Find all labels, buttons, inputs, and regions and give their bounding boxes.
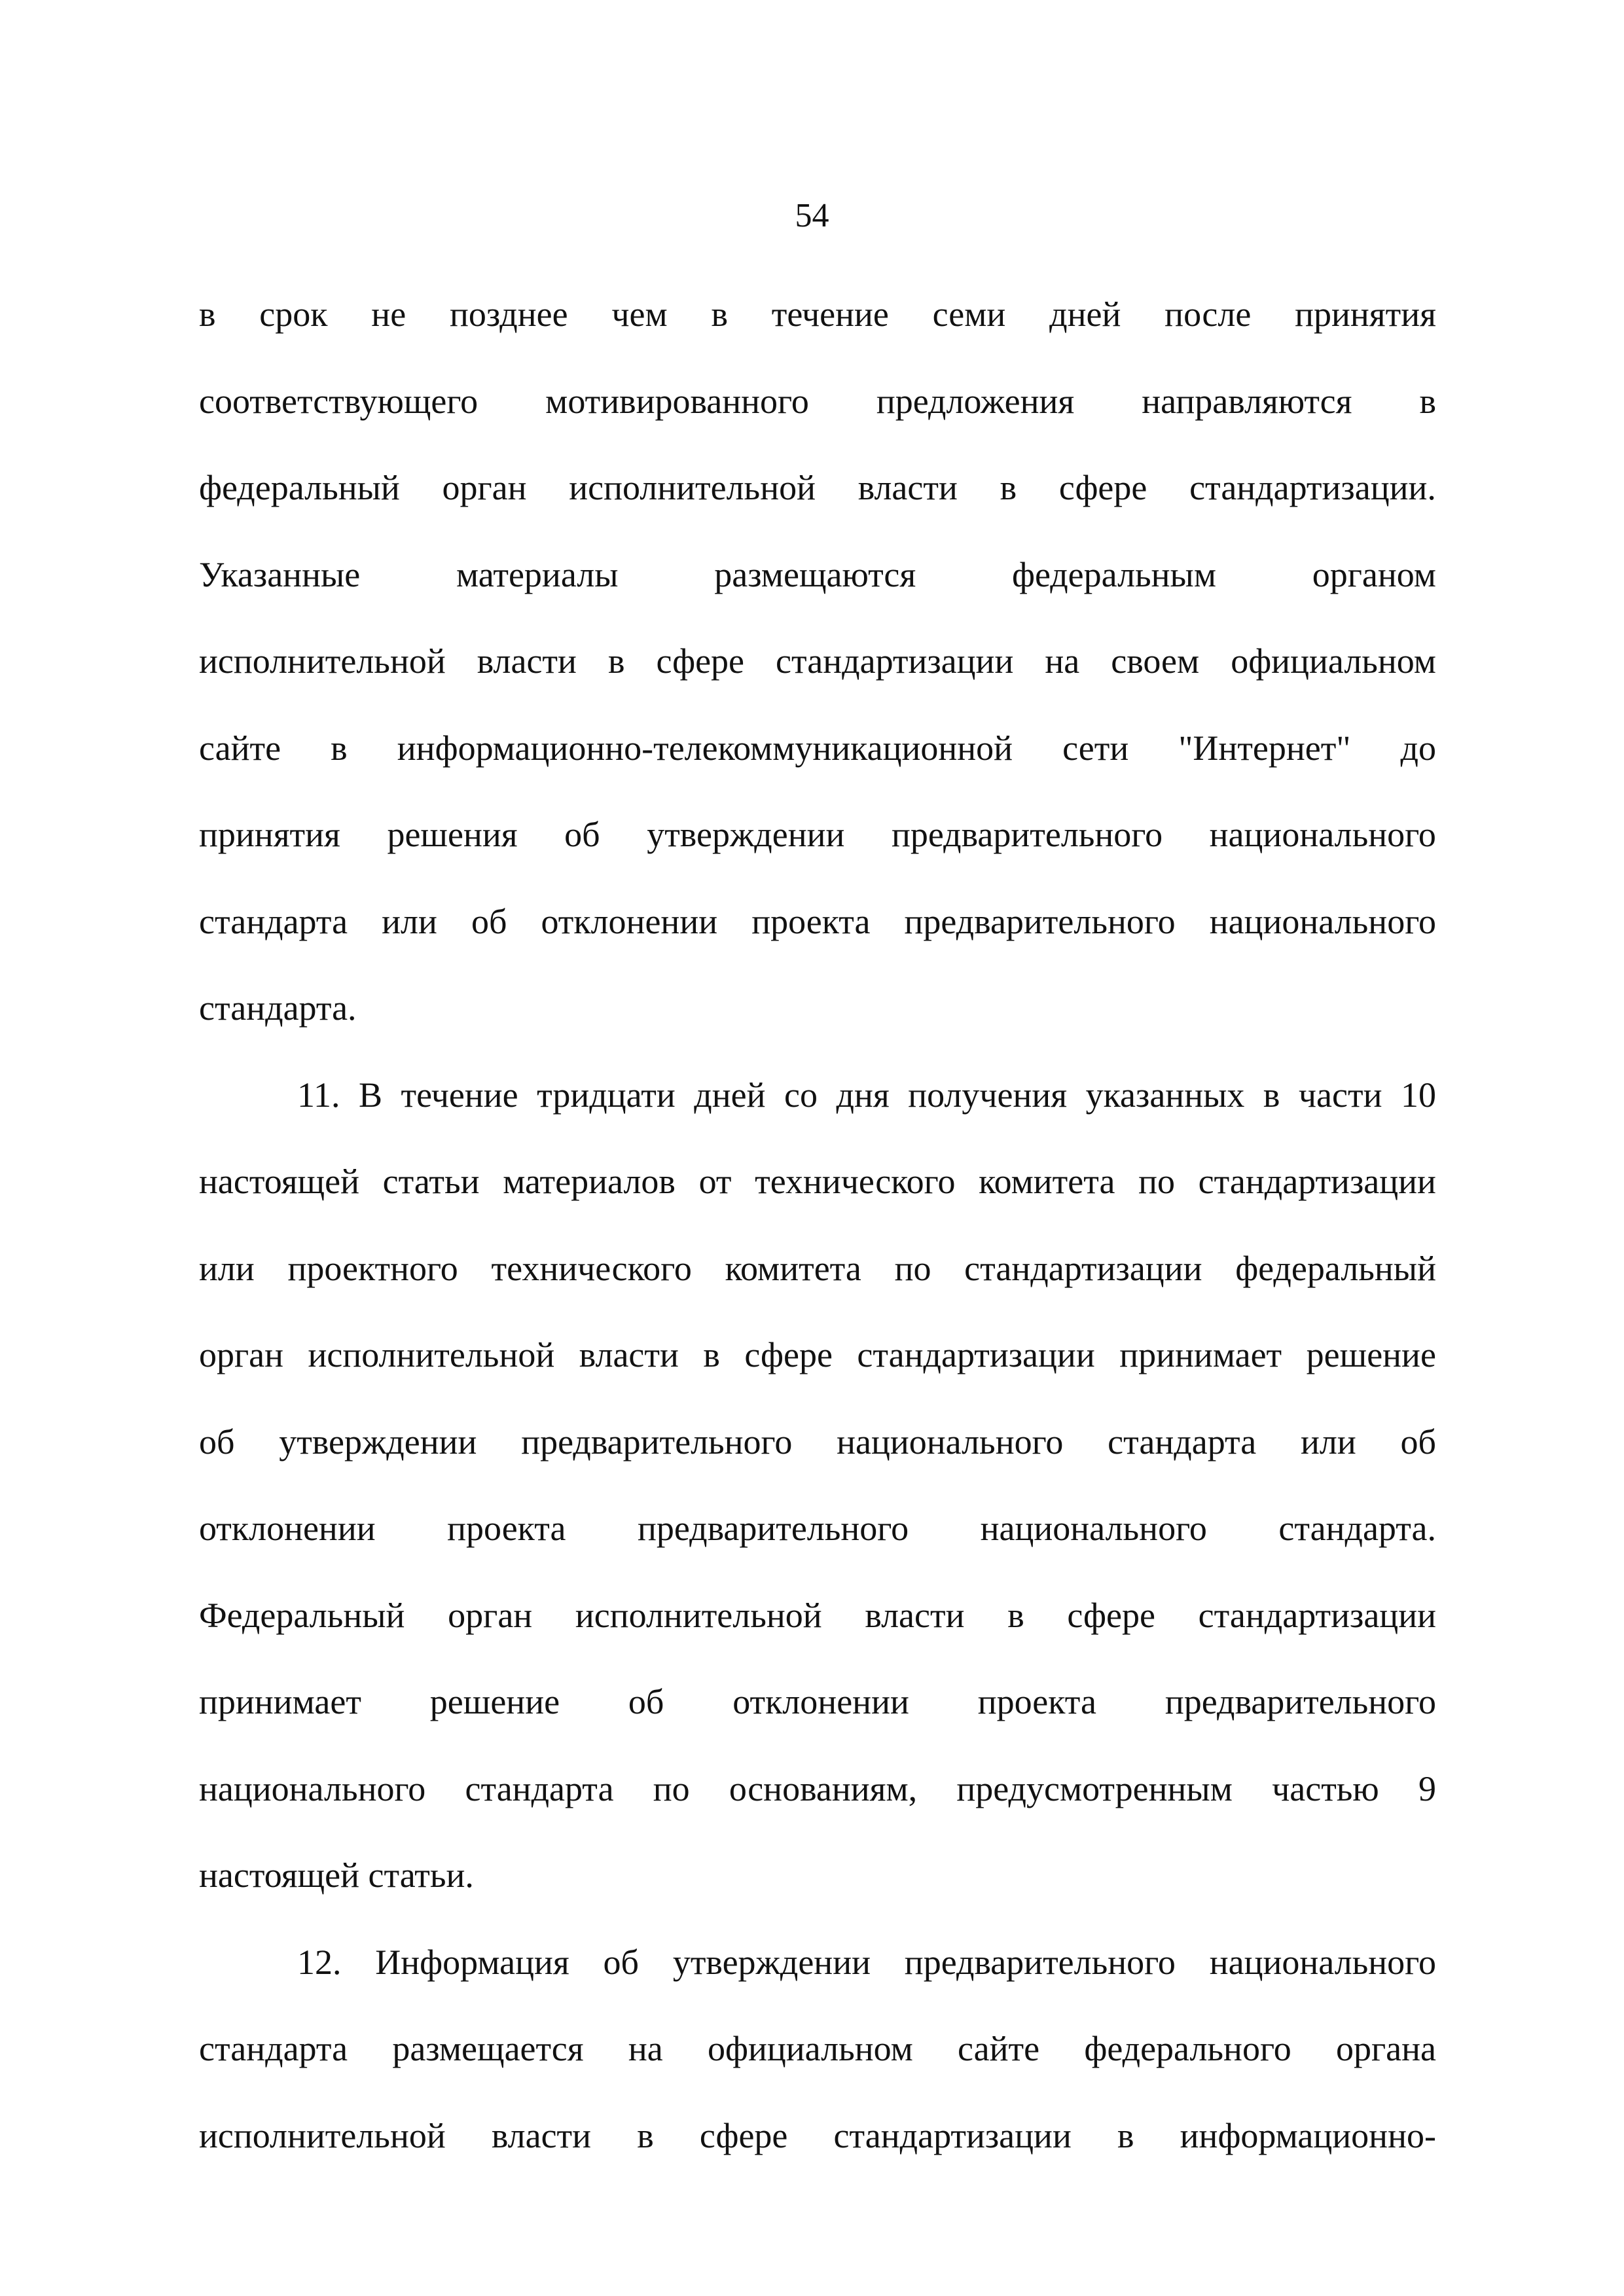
text-line xyxy=(199,892,1436,979)
text-line xyxy=(199,458,1436,545)
word: принятия xyxy=(1295,295,1436,334)
word: отклонении xyxy=(199,1509,376,1548)
word: исполнительной xyxy=(199,641,446,681)
word: настоящей xyxy=(199,1162,359,1201)
word: орган xyxy=(442,468,527,507)
word: об xyxy=(603,1942,640,1982)
word: об xyxy=(1400,1422,1436,1462)
word: орган xyxy=(448,1595,533,1635)
word: мотивированного xyxy=(545,381,809,421)
word: об xyxy=(564,815,600,854)
word: технического xyxy=(755,1162,956,1201)
word: отклонении xyxy=(541,901,718,941)
text-line xyxy=(199,2106,1436,2193)
word: семи xyxy=(932,295,1006,334)
word: орган xyxy=(199,1335,284,1374)
word: получения xyxy=(908,1075,1068,1115)
word: об xyxy=(199,1422,235,1462)
text-line xyxy=(199,1325,1436,1412)
text-line xyxy=(199,1066,1436,1153)
word: частью xyxy=(1272,1768,1379,1808)
word: 11. xyxy=(297,1075,340,1115)
word: в xyxy=(1117,2115,1134,2155)
word: стандарта xyxy=(1108,1422,1257,1462)
word: информационно- xyxy=(1180,2115,1436,2155)
word: стандартизации xyxy=(1198,1595,1436,1635)
word: информационно-телекоммуникационной xyxy=(397,728,1013,768)
body-text xyxy=(199,285,1436,2193)
word: стандартизации xyxy=(857,1335,1095,1374)
word: федеральный xyxy=(1235,1248,1436,1288)
text-line xyxy=(199,545,1436,632)
text-line xyxy=(199,978,1436,1066)
word: сети xyxy=(1062,728,1129,768)
word: "Интернет" xyxy=(1178,728,1351,768)
text-line xyxy=(199,719,1436,806)
word: стандарта xyxy=(199,901,348,941)
word: утверждении xyxy=(279,1422,477,1462)
word: материалы xyxy=(456,554,619,594)
word: после xyxy=(1164,295,1252,334)
word: 10 xyxy=(1400,1075,1436,1115)
word: власти xyxy=(491,2115,592,2155)
text-line xyxy=(199,1846,1436,1933)
text-line xyxy=(199,1759,1436,1846)
text-line xyxy=(199,632,1436,719)
word: национального xyxy=(1209,1942,1436,1982)
word: комитета xyxy=(979,1162,1115,1201)
word: чем xyxy=(611,295,668,334)
word: национального xyxy=(199,1768,426,1808)
word: Федеральный xyxy=(199,1595,405,1635)
word: официальном xyxy=(1231,641,1436,681)
word: стандартизации. xyxy=(1189,468,1436,507)
word: технического xyxy=(491,1248,692,1288)
word: настоящей xyxy=(199,1856,359,1895)
word: власти xyxy=(477,641,577,681)
text-line xyxy=(199,1152,1436,1239)
word: национального xyxy=(980,1509,1207,1548)
word: течение xyxy=(401,1075,518,1115)
word: отклонении xyxy=(732,1682,909,1721)
text-line xyxy=(199,1586,1436,1673)
word: решения xyxy=(387,815,518,854)
word: в xyxy=(637,2115,654,2155)
word: утверждении xyxy=(672,1942,871,1982)
word: размещаются xyxy=(714,554,916,594)
word: по xyxy=(1138,1162,1175,1201)
word: предварительного xyxy=(904,1942,1176,1982)
word: национального xyxy=(837,1422,1064,1462)
word: стандарта xyxy=(199,2029,348,2068)
word: или xyxy=(382,901,437,941)
word: предварительного xyxy=(891,815,1163,854)
word: течение xyxy=(771,295,889,334)
word: комитета xyxy=(725,1248,861,1288)
word: тридцати xyxy=(537,1075,676,1115)
word: национального xyxy=(1209,901,1436,941)
text-line xyxy=(199,1412,1436,1499)
text-line xyxy=(199,805,1436,892)
word: стандартизации xyxy=(1198,1162,1436,1201)
word: сфере xyxy=(1058,468,1147,507)
word: стандарта. xyxy=(199,988,357,1028)
word: направляются xyxy=(1142,381,1352,421)
word: основаниям, xyxy=(729,1768,918,1808)
word: позднее xyxy=(449,295,568,334)
word: решение xyxy=(1306,1335,1436,1374)
text-line xyxy=(199,1239,1436,1326)
word: сайте xyxy=(199,728,281,768)
word: сфере xyxy=(699,2115,788,2155)
word: дней xyxy=(694,1075,766,1115)
word: стандартизации xyxy=(833,2115,1072,2155)
word: об xyxy=(471,901,507,941)
word: или xyxy=(199,1248,255,1288)
text-line xyxy=(199,2019,1436,2106)
word: со xyxy=(784,1075,818,1115)
word: решение xyxy=(429,1682,560,1721)
word: национального xyxy=(1209,815,1436,854)
word: сайте xyxy=(958,2029,1040,2068)
word: принимает xyxy=(199,1682,361,1721)
word: органа xyxy=(1336,2029,1436,2068)
word: Информация xyxy=(375,1942,569,1982)
word: 12. xyxy=(297,1942,342,1982)
word: федеральный xyxy=(199,468,400,507)
word: проектного xyxy=(287,1248,458,1288)
word: стандартизации xyxy=(776,641,1014,681)
word: органом xyxy=(1312,554,1436,594)
word: до xyxy=(1400,728,1436,768)
word: дня xyxy=(836,1075,890,1115)
word: в xyxy=(1419,381,1436,421)
word: от xyxy=(698,1162,732,1201)
word: федеральным xyxy=(1011,554,1217,594)
word: исполнительной xyxy=(569,468,816,507)
word: 9 xyxy=(1418,1768,1436,1808)
word: сфере xyxy=(1067,1595,1155,1635)
word: дней xyxy=(1049,295,1121,334)
word: Указанные xyxy=(199,554,361,594)
word: материалов xyxy=(503,1162,676,1201)
text-line xyxy=(199,285,1436,372)
word: сфере xyxy=(656,641,745,681)
word: в xyxy=(703,1335,720,1374)
word: проекта xyxy=(751,901,871,941)
word: на xyxy=(628,2029,663,2068)
word: в xyxy=(1000,468,1017,507)
word: исполнительной xyxy=(199,2115,446,2155)
word: принятия xyxy=(199,815,340,854)
word: сфере xyxy=(744,1335,833,1374)
word: официальном xyxy=(708,2029,913,2068)
word: не xyxy=(371,295,406,334)
page-number: 54 xyxy=(795,197,829,234)
word: в xyxy=(331,728,348,768)
word: предварительного xyxy=(1164,1682,1436,1721)
word: по xyxy=(894,1248,931,1288)
word: статьи. xyxy=(368,1856,474,1895)
word: в xyxy=(711,295,728,334)
word: проекта xyxy=(977,1682,1096,1721)
text-line xyxy=(199,1933,1436,2020)
word: стандартизации xyxy=(964,1248,1202,1288)
word: в xyxy=(199,295,216,334)
word: соответствующего xyxy=(199,381,478,421)
word: проекта xyxy=(447,1509,566,1548)
word: власти xyxy=(857,468,958,507)
word: утверждении xyxy=(647,815,845,854)
word: власти xyxy=(579,1335,679,1374)
word: срок xyxy=(259,295,328,334)
word: или xyxy=(1300,1422,1356,1462)
word: в xyxy=(607,641,625,681)
word: на xyxy=(1045,641,1080,681)
text-line xyxy=(199,1672,1436,1759)
word: власти xyxy=(865,1595,965,1635)
word: принимает xyxy=(1119,1335,1282,1374)
word: предварительного xyxy=(521,1422,793,1462)
word: в xyxy=(1007,1595,1024,1635)
word: своем xyxy=(1111,641,1200,681)
word: предварительного xyxy=(904,901,1176,941)
word: исполнительной xyxy=(575,1595,822,1635)
word: по xyxy=(653,1768,690,1808)
word: федерального xyxy=(1084,2029,1291,2068)
word: размещается xyxy=(392,2029,584,2068)
word: указанных xyxy=(1085,1075,1245,1115)
text-line xyxy=(199,1499,1436,1586)
word: статьи xyxy=(382,1162,480,1201)
word: в xyxy=(1263,1075,1280,1115)
word: предварительного xyxy=(637,1509,909,1548)
word: В xyxy=(359,1075,383,1115)
word: стандарта. xyxy=(1278,1509,1436,1548)
word: предусмотренным xyxy=(956,1768,1233,1808)
word: предложения xyxy=(876,381,1075,421)
word: об xyxy=(628,1682,664,1721)
word: исполнительной xyxy=(308,1335,555,1374)
word: части xyxy=(1298,1075,1382,1115)
text-line xyxy=(199,372,1436,459)
word: стандарта xyxy=(465,1768,614,1808)
